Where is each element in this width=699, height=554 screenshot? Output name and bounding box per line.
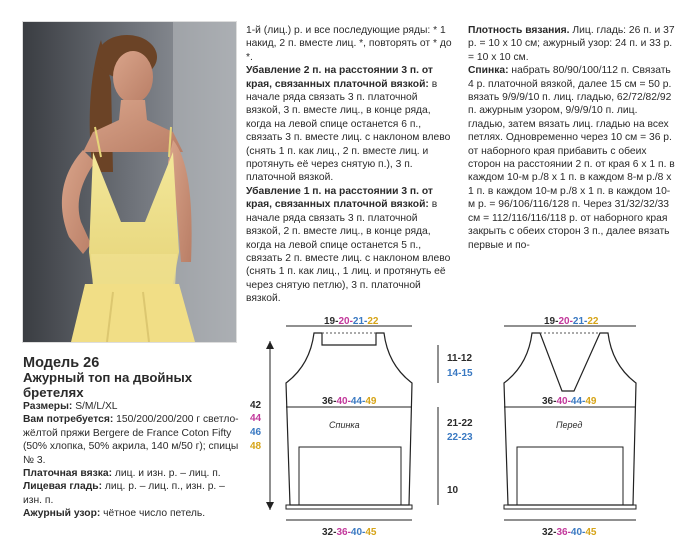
total-height-xl: 48 [250,441,262,452]
svg-text:36-40-44-49: 36-40-44-49 [322,396,377,407]
svg-text:36-40-44-49: 36-40-44-49 [542,396,597,407]
decrease-2-text: в начале ряда связать 3 п. платочной вязкой, 3 п. вместе лиц., в конце ряда, когда на левой спице останется 6 п., связать 3 п. вместе лиц. с наклоном влево (снять 1 п. как лиц., 2 п. вместе лиц. и протянуть её через снятую п.), 3 п. платочной вязкой. [246,78,451,184]
svg-text:21-22: 21-22 [447,418,473,429]
instructions-right-column [468,24,677,252]
decrease-1-title: Убавление 1 п. на расстоянии 3 п. от края, связанных платочной вязкой: [246,185,433,211]
gauge-text: Лиц. гладь: 26 п. и 37 р. = 10 х 10 см; ажурный узор: 24 п. и 33 р. = 10 х 10 см. [468,25,675,63]
svg-text:10: 10 [447,485,459,496]
model-info [23,355,243,521]
decrease-2-title: Убавление 2 п. на расстоянии 3 п. от края, связанных платочной вязкой: [246,65,433,90]
back-text: набрать 80/90/100/112 п. Связать 4 р. платочной вязкой, далее 15 см = 50 р. вязать 9/9/9/10 п. лиц. гладью, 62/72/82/92 п. ажурным узором, 9/9/9/10 п. лиц. гладью, затем вязать лиц. гладью на всех петлях. Одновременно через 10 см = 36 р. от наборного края прибавить с обеих сторон на расстоянии 2 п. от края 6 х 1 п. в каждом 10-м р./8 х 1 п. в каждом 8-м р./8 х 1 п. в каждом 10-м р./8 х 1 п. в каждом 10-м р. = 96/106/116/128 п. Через 31/32/32/33 см = 112/116/116/118 р. от наборного края закрыть с обеих сторон 3 п., далее вязать первые и по- [468,65,675,251]
back-schematic [286,316,412,538]
model-subtitle: Ажурный топ на двойных бретелях [23,370,193,400]
materials-line: Вам потребуется: 150/200/200/200 г светло-жёлтой пряжи Bergere de France Coton Fifty (50% хлопка, 50% акрила, 140 м/50 г); спицы № 3. [23,414,239,466]
lace-line: Ажурный узор: чётное число петель. [23,508,206,520]
svg-text:19-20-21-22: 19-20-21-22 [324,316,379,327]
model-title: Модель 26 [23,355,100,371]
lace-pattern-rows: 1-й (лиц.) р. и все последующие ряды: * 1 накид, 2 п. вместе лиц. *, повторять от * до *. [246,25,452,63]
svg-text:11-12: 11-12 [447,353,473,364]
svg-text:22-23: 22-23 [447,432,473,443]
back-title: Спинка: [468,65,509,77]
gauge-block [468,24,677,64]
decrease-2-block [246,64,453,185]
garter-line: Платочная вязка: лиц. и изн. р. – лиц. п. [23,468,221,480]
front-label: Перед [556,420,583,430]
decrease-1-text: в начале ряда связать 3 п. платочной вязкой, 2 п. вместе лиц., в конце ряда, когда на левой спице останется 5 п., связать 2 п. вместе лиц. с наклоном влево (снять 1 п. как лиц., 1 лиц. и протянуть её через снятую петлю), 3 п. платочной вязкой. [246,199,451,305]
sizes-line: Размеры: S/M/L/XL [23,401,118,412]
gauge-title: Плотность вязания. [468,25,570,36]
total-height-l: 46 [250,427,262,438]
model-photo [23,22,236,342]
instructions-middle-column [246,24,453,306]
svg-text:19-20-21-22: 19-20-21-22 [544,316,599,327]
decrease-1-block [246,185,453,306]
svg-text:32-36-40-45: 32-36-40-45 [542,527,597,538]
front-schematic [504,316,636,538]
back-block [468,64,677,252]
total-height-m: 44 [250,413,262,424]
svg-text:14-15: 14-15 [447,368,473,379]
stockinette-line: Лицевая гладь: лиц. р. – лиц. п., изн. р. – изн. п. [23,481,225,506]
pattern-schematics [244,305,699,554]
total-height-s: 42 [250,400,262,411]
svg-text:32-36-40-45: 32-36-40-45 [322,527,377,538]
back-label: Спинка [329,420,360,430]
